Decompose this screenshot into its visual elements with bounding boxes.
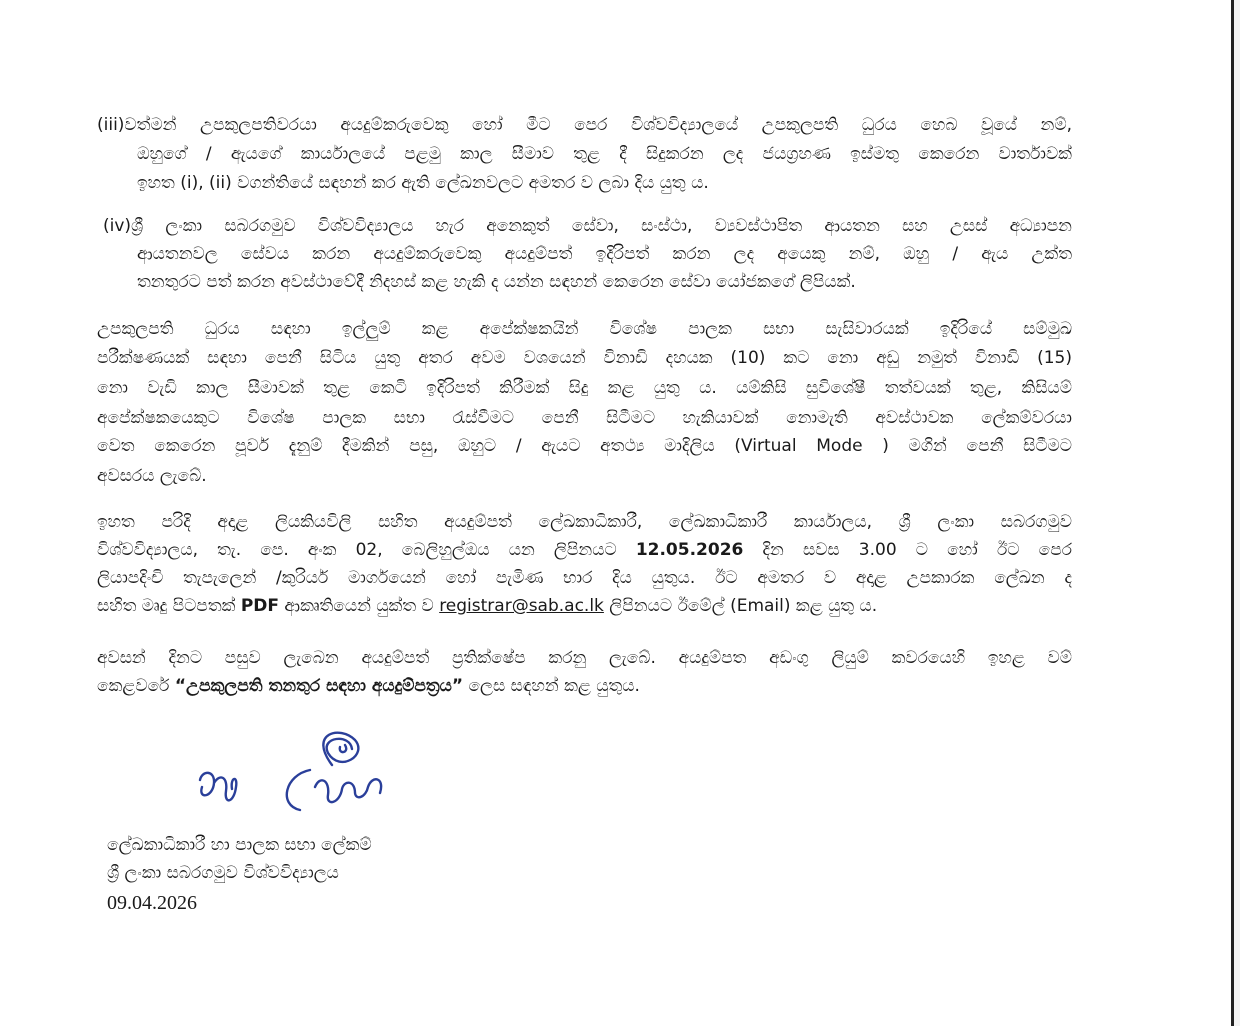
- clause-iv-line-3: තනතුරට පත් කරන අවස්ථාවේදී නිදහස් කළ හැකි ද යන්න සඳහන් කෙරෙන සේවා යෝජකගේ ලිපියක්.: [137, 272, 856, 292]
- late-line-2-start: කෙළවරේ: [97, 676, 175, 696]
- submission-line-2: [97, 536, 1072, 564]
- interview-line-2: පරීක්ෂණයක් සඳහා පෙනී සිටිය යුතු අතර අවම වශයෙන් විනාඩි දහයක (10) කට නො අඩු නමුත් විනාඩි (15): [97, 348, 1072, 368]
- submission-line-2-end: දින සවස 3.00 ට හෝ ඊට පෙර: [743, 540, 1072, 560]
- clause-iii-line-2: ඔහුගේ / ඇයගේ කාර්යාලයේ පළමු කාල සීමාව තුළ දී සිදුකරන ලද ජයග්‍රහණ ඉස්මතු කෙරෙන වාර්තාවක්: [137, 144, 1072, 164]
- handwritten-signature: [190, 725, 450, 835]
- submission-line-1: ඉහත පරිදි අදාළ ලියකියවිලි සහිත අයදුම්පත් ලේඛකාධිකාරී, ලේඛකාධිකාරී කාර්යාලය, ශ්‍රී ලංකා සබරගමුව: [97, 512, 1072, 532]
- scan-border-line: [1231, 0, 1234, 1026]
- submission-line-4-mid: ආකෘතියෙන් යුක්ත ව: [279, 596, 440, 616]
- late-line-2-end: ලෙස සඳහන් කළ යුතුය.: [463, 676, 640, 696]
- clause-iv-line-2: ආයතනවල සේවය කරන අයදුම්කරුවෙකු අයදුම්පත් ඉදිරිපත් කරන ලද අයෙකු නම්, ඔහු / ඇය උක්ත: [137, 244, 1072, 264]
- registrar-email-link[interactable]: registrar@sab.ac.lk: [439, 596, 604, 616]
- interview-line-5: වෙත කෙරෙන පූර්ව දැනුම් දීමකින් පසු, ඔහුට / ඇයට අතථ්‍ය මාදිලිය (Virtual Mode ) මගින් පෙනී සිටීමට: [97, 436, 1072, 456]
- signature-date: 09.04.2026: [107, 892, 197, 914]
- envelope-label: “උපකුලපති තනතුර සඳහා අයදුම්පත්‍රය”: [174, 676, 464, 696]
- clause-iii-line-3: ඉහත (i), (ii) වගන්තියේ සඳහන් කර ඇති ලේඛනවලට අමතර ව ලබා දිය යුතු ය.: [137, 173, 709, 193]
- pdf-format-label: PDF: [240, 596, 280, 616]
- clause-iii-line-1: (iii)වත්මන් උපකුලපතිවරයා අයදුම්කරුවෙකු හෝ මීට පෙර විශ්වවිද්‍යාලයේ උපකුලපති ධුරය හෙබ වූයේ නම්,: [97, 115, 1072, 135]
- submission-line-4-end: ලිපිනයට ඊමේල් (Email) කළ යුතු ය.: [603, 596, 878, 616]
- interview-line-1: උපකුලපති ධුරය සඳහා ඉල්ලුම් කළ අපේක්ෂකයින් විශේෂ පාලක සභා සැසිවාරයක් ඉදිරියේ සම්මුඛ: [97, 319, 1072, 339]
- submission-line-4: [97, 592, 1072, 620]
- late-line-1: අවසන් දිනට පසුව ලැබෙන අයදුම්පත් ප්‍රතික්ෂේප කරනු ලැබේ. අයදුම්පත අඩංගු ලියුම් කවරයෙහි ඉහළ වම්: [97, 648, 1072, 668]
- scan-edge: [1234, 0, 1240, 1026]
- clause-iv-line-1: (iv)ශ්‍රී ලංකා සබරගමුව විශ්වවිද්‍යාලය හැර අනෙකුත් සේවා, සංස්ථා, ව්‍යවස්ථාපිත ආයතන සහ උසස් අධ්‍යාපන: [103, 216, 1072, 236]
- late-line-2: [97, 672, 1072, 700]
- interview-line-6: අවසරය ලැබේ.: [97, 466, 207, 486]
- submission-line-2-start: විශ්වවිද්‍යාලය, තැ. පෙ. අංක 02, බෙලිහුල්ඔය යන ලිපිනයට: [97, 540, 636, 560]
- interview-line-4: අපේක්ෂකයෙකුට විශේෂ පාලක සභා රැස්වීමට පෙනී සිටීමට හැකියාවක් නොමැති අවස්ථාවක ලේකම්වරයා: [97, 408, 1072, 428]
- interview-line-3: නො වැඩි කාල සීමාවක් තුළ කෙටි ඉදිරිපත් කිරීමක් සිදු කළ යුතු ය. යම්කිසි සුවිශේෂී තත්වයක් තුළ, කිසියම්: [97, 378, 1072, 398]
- signatory-institution: ශ්‍රී ලංකා සබරගමුව විශ්වවිද්‍යාලය: [107, 863, 339, 883]
- deadline-date: 12.05.2026: [635, 540, 744, 560]
- submission-line-3: ලියාපදිංචි තැපැලෙන් /කුරියර් මාර්ගයෙන් හෝ පැමිණ භාර දිය යුතුය. ඊට අමතර ව අදාළ උපකාරක ලේඛන ද: [97, 568, 1072, 588]
- submission-line-4-start: සහිත මෘදු පිටපතක්: [97, 596, 241, 616]
- signatory-title: ලේඛකාධිකාරී හා පාලක සභා ලේකම්: [107, 835, 372, 855]
